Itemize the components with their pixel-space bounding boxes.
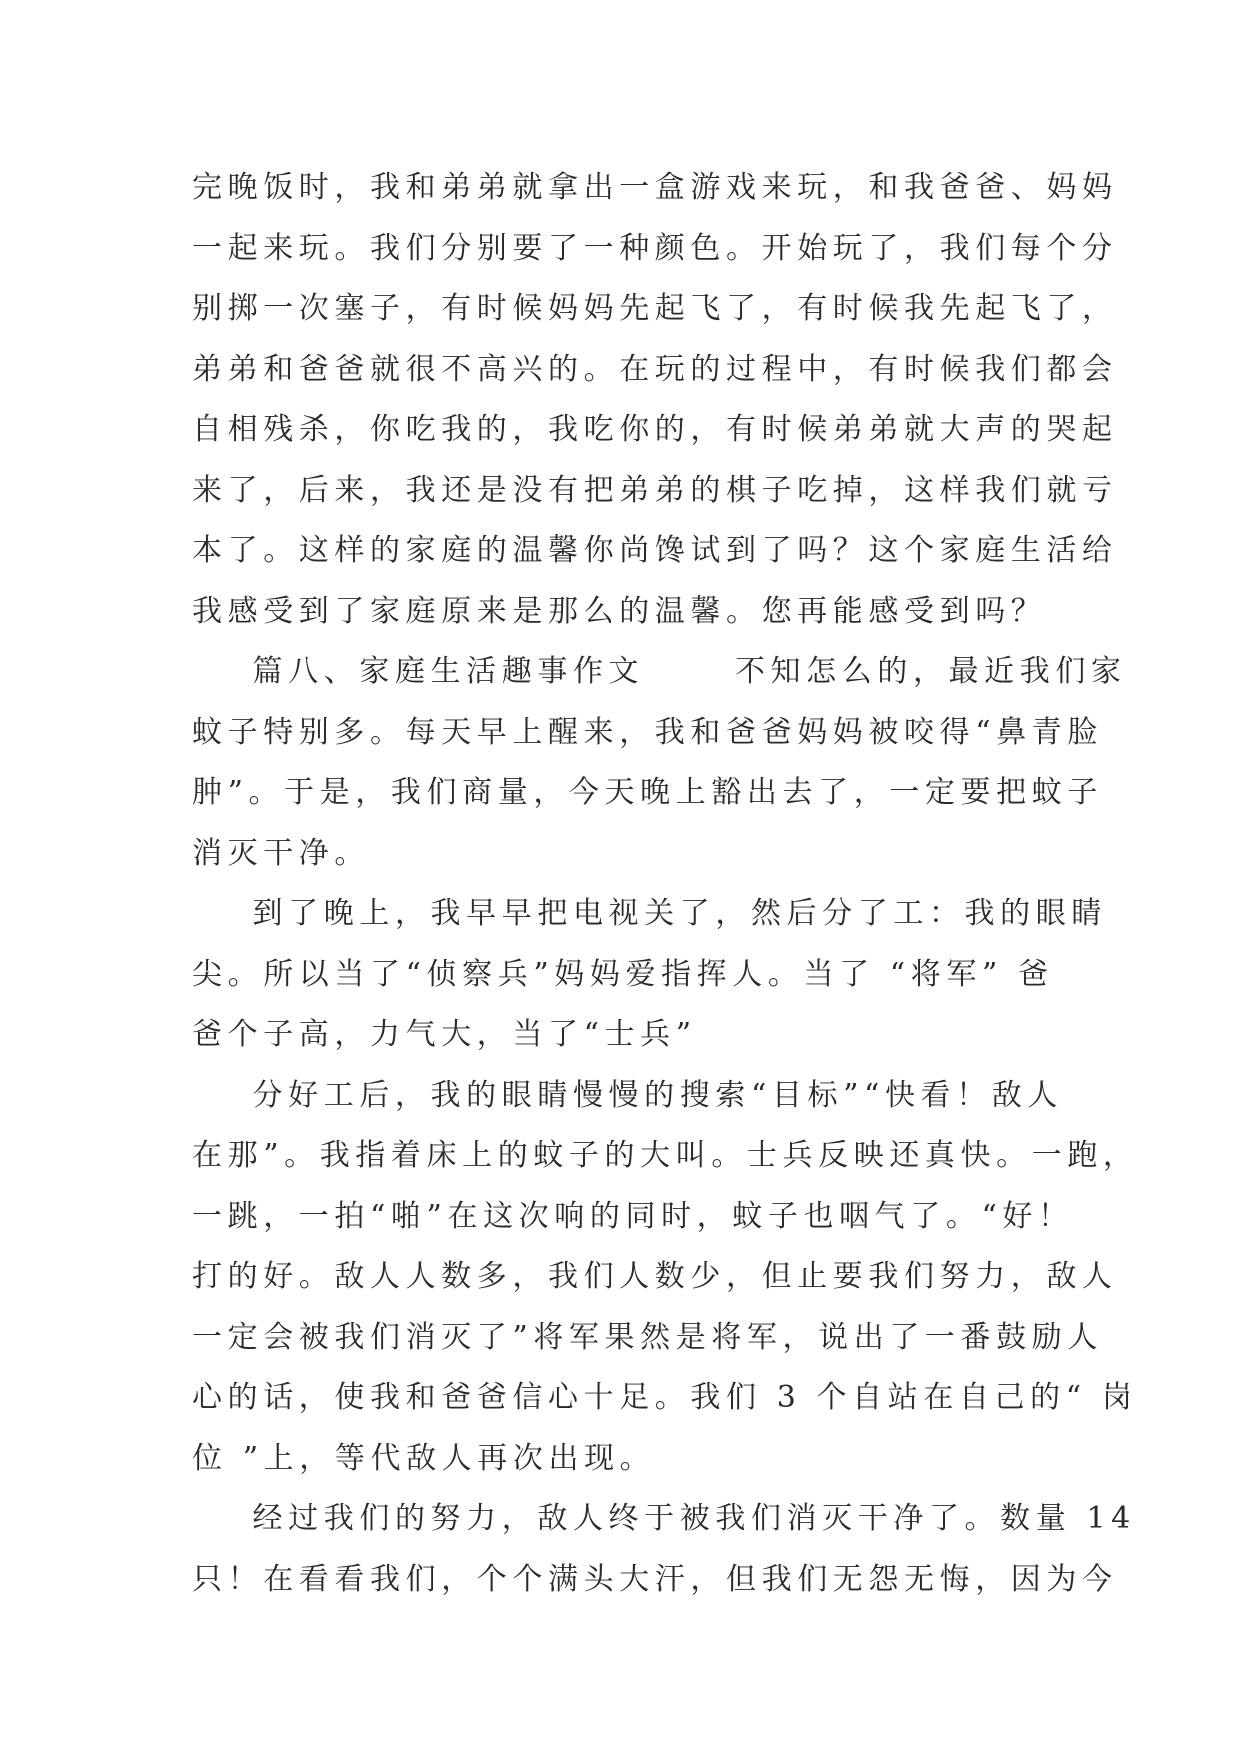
text-line: 一起来玩。我们分别要了一种颜色。开始玩了，我们每个分 <box>192 230 1118 266</box>
text-line: 到了晚上，我早早把电视关了，然后分了工：我的眼睛 <box>192 896 1107 931</box>
essay-body <box>192 158 1139 1610</box>
text-line: 我感受到了家庭原来是那么的温馨。您再能感受到吗？ <box>192 593 1047 629</box>
text-line: 完晚饭时，我和弟弟就拿出一盒游戏来玩，和我爸爸、妈妈 <box>192 170 1118 205</box>
text-line: 本了。这样的家庭的温馨你尚馋试到了吗？这个家庭生活给 <box>192 533 1118 568</box>
text-line: 尖。所以当了“侦察兵”妈妈爱指挥人。当了 “将军” 爸 <box>192 956 1054 992</box>
text-line: 位 ”上，等代敌人再次出现。 <box>192 1440 656 1476</box>
text-line: 打的好。敌人人数多，我们人数少，但止要我们努力，敌人 <box>192 1259 1118 1294</box>
text-line: 心的话，使我和爸爸信心十足。我们 3 个自站在自己的“ 岗 <box>192 1380 1138 1415</box>
text-line: 蚊子特别多。每天早上醒来，我和爸爸妈妈被咬得“鼻青脸 <box>192 714 1103 750</box>
text-line: 在那”。我指着床上的蚊子的大叫。士兵反映还真快。一跑， <box>192 1138 1139 1173</box>
text-line: 经过我们的努力，敌人终于被我们消灭干净了。数量 14 <box>192 1501 1136 1536</box>
text-line: 别掷一次塞子，有时候妈妈先起飞了，有时候我先起飞了， <box>192 291 1118 326</box>
text-line: 消灭干净。 <box>192 835 370 871</box>
text-line: 一定会被我们消灭了”将军果然是将军，说出了一番鼓励人 <box>192 1319 1103 1355</box>
text-line: 爸个子高，力气大，当了“士兵” <box>192 1017 697 1052</box>
text-line: 自相残杀，你吃我的，我吃你的，有时候弟弟就大声的哭起 <box>192 412 1118 447</box>
text-line: 一跳，一拍“啪”在这次响的同时，蚊子也咽气了。“好！ <box>192 1198 1074 1234</box>
text-line: 弟弟和爸爸就很不高兴的。在玩的过程中，有时候我们都会 <box>192 351 1118 387</box>
text-line: 只！在看看我们，个个满头大汗，但我们无怨无悔，因为今 <box>192 1561 1118 1597</box>
text-line: 分好工后，我的眼睛慢慢的搜索“目标”“快看！敌人 <box>192 1077 1063 1113</box>
text-line: 来了，后来，我还是没有把弟弟的棋子吃掉，这样我们就亏 <box>192 472 1118 508</box>
text-line: 肿”。于是，我们商量，今天晚上豁出去了，一定要把蚊子 <box>192 775 1103 810</box>
section-heading-line: 篇八、家庭生活趣事作文 不知怎么的，最近我们家 <box>192 654 1127 689</box>
